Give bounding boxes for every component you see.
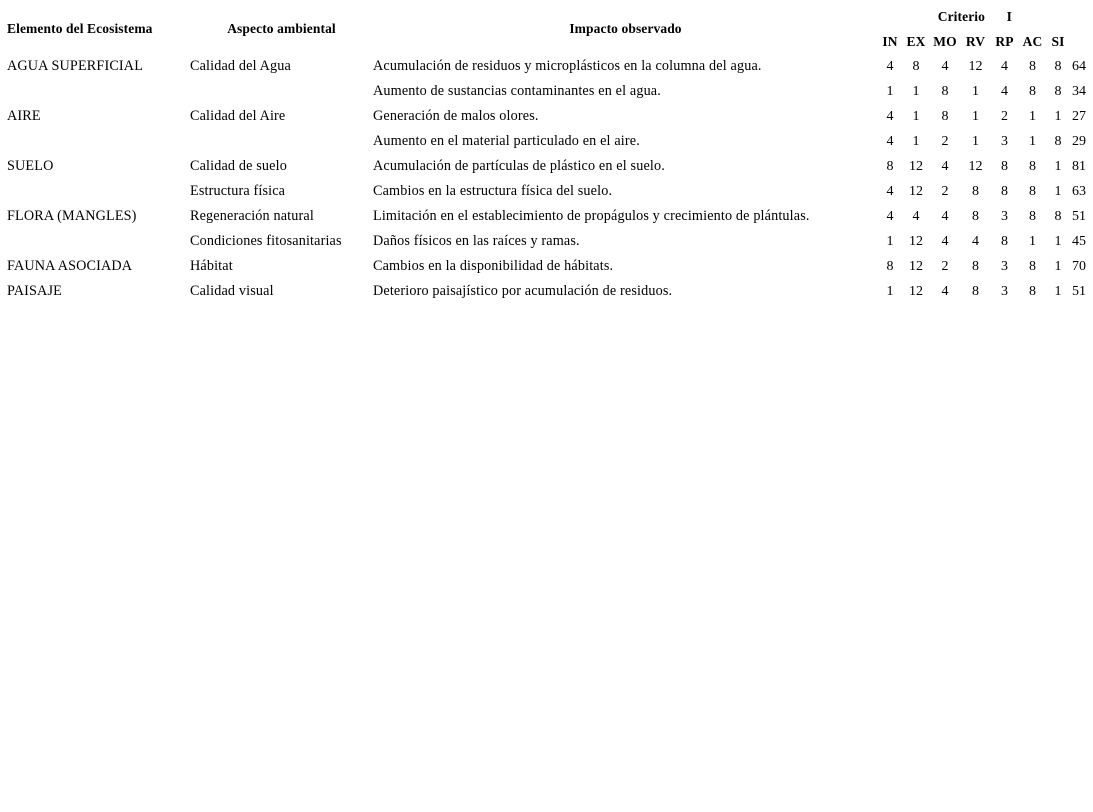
table-row [7,79,1089,104]
cell-rv: 1 [972,133,979,149]
cell-rv: 1 [972,108,979,124]
header-criterion-in: IN [882,33,898,49]
cell-importance: 70 [1072,258,1086,274]
cell-ex: 8 [912,58,920,74]
cell-importance: 64 [1072,58,1086,74]
cell-si: 8 [1054,208,1062,224]
cell-impact: Limitación en el establecimiento de propágulos y crecimiento de plántulas. [373,208,810,224]
cell-importance: 51 [1072,283,1086,299]
cell-ex: 1 [912,133,920,149]
cell-rp: 3 [1001,258,1008,274]
cell-aspect: Calidad de suelo [190,158,287,174]
table-row [7,54,1089,79]
cell-ac: 8 [1029,83,1036,99]
cell-si: 1 [1054,233,1062,249]
cell-mo: 2 [941,183,949,199]
cell-ex: 1 [912,108,920,124]
cell-aspect: Estructura física [190,183,286,199]
cell-element [7,129,190,154]
cell-impact: Acumulación de partículas de plástico en el suelo. [373,158,665,174]
cell-rp: 3 [1001,133,1008,149]
header-aspect: Aspecto ambiental [227,21,336,36]
cell-rp: 3 [1001,208,1008,224]
cell-impact: Aumento en el material particulado en el aire. [373,133,640,149]
cell-aspect: Hábitat [190,258,233,274]
header-criterio-mark: I [1006,8,1012,24]
cell-aspect: Regeneración natural [190,208,314,224]
table-row [7,154,1089,179]
cell-impact: Cambios en la disponibilidad de hábitats. [373,258,614,274]
cell-impact: Cambios en la estructura física del suelo. [373,183,613,199]
cell-in: 4 [886,58,894,74]
cell-impact: Generación de malos olores. [373,108,539,124]
cell-element: AIRE [7,108,41,124]
table-row [7,129,1089,154]
cell-in: 1 [886,283,894,299]
cell-in: 1 [886,83,894,99]
cell-aspect [190,129,373,154]
cell-rv: 8 [972,208,979,224]
cell-in: 8 [886,258,894,274]
cell-aspect: Calidad del Agua [190,58,291,74]
cell-impact: Deterioro paisajístico por acumulación de residuos. [373,283,673,299]
cell-rv: 8 [972,183,979,199]
cell-ex: 12 [909,258,923,274]
cell-aspect: Condiciones fitosanitarias [190,233,342,249]
cell-impact: Acumulación de residuos y microplásticos en la columna del agua. [373,58,762,74]
cell-mo: 2 [941,133,949,149]
cell-ex: 12 [909,283,923,299]
cell-mo: 2 [941,258,949,274]
cell-ac: 8 [1029,183,1036,199]
cell-element: FLORA (MANGLES) [7,208,137,224]
cell-mo: 4 [941,283,949,299]
cell-rp: 3 [1001,283,1008,299]
cell-mo: 8 [941,83,949,99]
table-row [7,204,1089,229]
cell-element [7,79,190,104]
cell-rv: 8 [972,258,979,274]
cell-si: 1 [1054,183,1062,199]
cell-ex: 12 [909,233,923,249]
header-criterion-si: SI [1051,33,1065,49]
cell-mo: 4 [941,158,949,174]
cell-importance: 63 [1072,183,1086,199]
cell-rv: 12 [968,158,983,174]
table-row [7,104,1089,129]
cell-element [7,229,190,254]
cell-ac: 8 [1029,283,1036,299]
cell-importance: 29 [1072,133,1086,149]
cell-element: SUELO [7,158,54,174]
cell-rv: 12 [968,58,983,74]
cell-in: 4 [886,208,894,224]
cell-in: 8 [886,158,894,174]
cell-mo: 4 [941,233,949,249]
cell-si: 8 [1054,83,1062,99]
table-body [7,54,1089,304]
header-criterio: Criterio [937,8,985,24]
cell-ex: 1 [912,83,920,99]
cell-importance: 51 [1072,208,1086,224]
cell-rv: 1 [972,83,979,99]
cell-si: 1 [1054,108,1062,124]
cell-aspect: Calidad del Aire [190,108,286,124]
cell-mo: 4 [941,208,949,224]
table-row [7,254,1089,279]
header-element: Elemento del Ecosistema [7,21,153,36]
cell-ac: 8 [1029,208,1036,224]
cell-ac: 8 [1029,58,1036,74]
header-criterion-ex: EX [906,33,926,49]
cell-mo: 4 [941,58,949,74]
cell-element: AGUA SUPERFICIAL [7,58,144,74]
cell-importance: 81 [1072,158,1086,174]
cell-rp: 4 [1001,83,1008,99]
header-impact: Impacto observado [569,21,682,36]
cell-ac: 1 [1029,108,1036,124]
cell-importance: 45 [1072,233,1086,249]
header-criterio-group [878,4,1089,29]
header-criterion-mo: MO [933,33,957,49]
cell-aspect: Calidad visual [190,283,274,299]
cell-si: 8 [1054,133,1062,149]
cell-impact: Daños físicos en las raíces y ramas. [373,233,580,249]
cell-ex: 12 [909,183,923,199]
cell-aspect [190,79,373,104]
cell-si: 1 [1054,258,1062,274]
cell-in: 1 [886,233,894,249]
cell-rp: 8 [1001,233,1008,249]
cell-in: 4 [886,133,894,149]
cell-ex: 4 [912,208,920,224]
cell-mo: 8 [941,108,949,124]
header-criterion-total [1069,29,1089,54]
cell-si: 1 [1054,283,1062,299]
cell-ac: 1 [1029,133,1036,149]
cell-impact: Aumento de sustancias contaminantes en el agua. [373,83,661,99]
cell-ac: 8 [1029,258,1036,274]
table-row [7,229,1089,254]
impact-assessment-table-container [7,4,1089,304]
cell-in: 4 [886,183,894,199]
cell-rp: 4 [1001,58,1008,74]
header-criterion-rv: RV [965,33,986,49]
cell-ac: 1 [1029,233,1036,249]
cell-rp: 8 [1001,183,1008,199]
cell-importance: 34 [1072,83,1086,99]
cell-rv: 4 [972,233,979,249]
table-header [7,4,1089,54]
table-row [7,279,1089,304]
cell-si: 1 [1054,158,1062,174]
cell-in: 4 [886,108,894,124]
cell-ex: 12 [909,158,923,174]
cell-ac: 8 [1029,158,1036,174]
cell-element: PAISAJE [7,283,62,299]
cell-element: FAUNA ASOCIADA [7,258,133,274]
cell-rv: 8 [972,283,979,299]
cell-importance: 27 [1072,108,1086,124]
cell-si: 8 [1054,58,1062,74]
cell-rp: 2 [1001,108,1008,124]
header-criterion-rp: RP [995,33,1014,49]
table-row [7,179,1089,204]
cell-element [7,179,190,204]
header-criterion-ac: AC [1022,33,1043,49]
cell-rp: 8 [1001,158,1008,174]
impact-assessment-table [7,4,1089,304]
